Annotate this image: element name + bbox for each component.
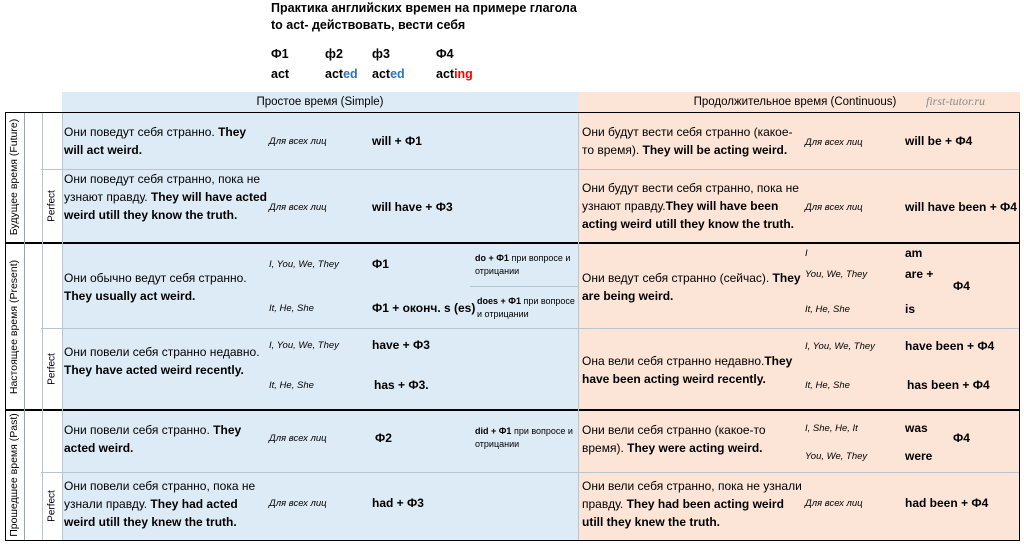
past-cont-aux-were: were (905, 449, 933, 463)
present-simple-note-does: does + Ф1 при вопросе и отрицании (477, 296, 575, 319)
past-cont-persons-2: You, We, They (805, 451, 868, 462)
title-line-1: Практика английских времен на примере глагола (271, 1, 577, 15)
form-1-label: Ф1 (271, 47, 289, 61)
present-perf-cont-form-2: has been + Ф4 (907, 378, 990, 392)
future-perf-cont-persons: Для всех лиц (805, 202, 863, 213)
present-perfect-form-2: has + Ф3. (374, 378, 429, 392)
present-cont-aux-are: are + (905, 267, 934, 281)
past-perfect-label: Perfect (46, 490, 58, 522)
present-perfect-persons-1: I, You, We, They (269, 340, 339, 351)
past-perfect-persons: Для всех лиц (269, 498, 327, 509)
future-perf-cont-sentence: Они будут вести себя странно, пока не узнают правду.They will have been acting weird utill they know the truth. (582, 181, 799, 231)
present-perf-cont-sentence: Она вели себя странно недавно.They have been acting weird recently. (582, 354, 793, 386)
perfect-col-divider (42, 113, 43, 540)
title-line-2: to act- действовать, вести себя (271, 18, 466, 32)
present-cont-aux-is: is (905, 302, 916, 316)
note-divider (470, 286, 578, 287)
future-simple-persons: Для всех лиц (269, 136, 327, 147)
present-cont-sentence: Они ведут себя странно (сейчас). They are being weird. (582, 271, 801, 303)
present-perf-cont-persons-1: I, You, We, They (805, 341, 875, 352)
present-cont-form: Ф4 (953, 279, 970, 293)
form-4-word: acting (436, 67, 473, 81)
form-3 (372, 47, 405, 81)
group-col-divider (24, 113, 25, 540)
present-simple-sentence: Они обычно ведут себя странно. They usually act weird. (64, 271, 247, 303)
form-3-label: ф3 (372, 47, 390, 61)
present-simple-persons-1: I, You, We, They (269, 259, 339, 270)
future-cont-persons: Для всех лиц (805, 137, 863, 148)
past-simple-note-did: did + Ф1 при вопросе и отрицании (475, 426, 573, 449)
present-perfect-label: Perfect (46, 353, 58, 385)
future-simple-form: will + Ф1 (372, 134, 422, 148)
present-cont-persons-1: I (805, 248, 808, 259)
present-simple-form-2: Ф1 + оконч. s (es) (372, 301, 476, 315)
future-perf-cont-form: will have been + Ф4 (905, 200, 1017, 214)
present-perfect-form-1: have + Ф3 (372, 338, 430, 352)
past-perf-cont-sentence: Они вели себя странно, пока не узнали правду. They had been acting weird utill they knew the truth. (582, 479, 802, 529)
past-simple-sentence: Они повели себя странно. They acted weird. (64, 423, 242, 455)
form-2 (325, 47, 358, 81)
past-cont-persons-1: I, She, He, It (805, 423, 858, 434)
content-col-divider (62, 113, 63, 540)
past-cont-aux-was: was (905, 421, 928, 435)
form-2-word: acted (325, 67, 358, 81)
brand-watermark: first-tutor.ru (926, 94, 986, 108)
form-2-label: ф2 (325, 47, 343, 61)
header-simple: Простое время (Simple) (256, 96, 384, 108)
form-4 (436, 47, 473, 81)
present-perf-cont-persons-2: It, He, She (805, 380, 850, 391)
past-label: Прошедшее время (Past) (8, 413, 20, 537)
form-1 (271, 47, 289, 81)
future-perfect-form: will have + Ф3 (372, 200, 453, 214)
past-simple-form: Ф2 (375, 431, 392, 445)
present-simple-note-do: do + Ф1 при вопросе и отрицании (475, 253, 571, 276)
past-cont-form: Ф4 (953, 431, 970, 445)
present-label: Настоящее время (Present) (8, 259, 20, 395)
form-1-word: act (271, 67, 290, 81)
form-3-word: acted (372, 67, 405, 81)
page-title (271, 0, 577, 34)
present-simple-persons-2: It, He, She (269, 303, 314, 314)
past-perfect-sentence: Они повели себя странно, пока не узнали правду. They had acted weird utill they knew the truth. (64, 479, 256, 529)
future-perfect-persons: Для всех лиц (269, 202, 327, 213)
present-cont-aux-am: am (905, 246, 923, 260)
future-simple-sentence: Они поведут себя странно. They will act weird. (64, 125, 247, 157)
simple-cont-divider (578, 113, 579, 540)
row-divider (41, 472, 1019, 473)
past-perf-cont-persons: Для всех лиц (805, 498, 863, 509)
present-perfect-persons-2: It, He, She (269, 380, 314, 391)
present-cont-persons-3: It, He, She (805, 304, 850, 315)
row-divider (41, 328, 1019, 329)
past-cont-sentence: Они вели себя странно (какое-то время). They were acting weird. (582, 423, 766, 455)
future-cont-form: will be + Ф4 (905, 134, 973, 148)
present-cont-persons-2: You, We, They (805, 269, 868, 280)
present-perf-cont-form-1: have been + Ф4 (905, 339, 995, 353)
form-4-label: Ф4 (436, 47, 454, 61)
future-perfect-sentence: Они поведут себя странно, пока не узнают правду. They will have acted weird utill they know the truth. (64, 172, 267, 222)
past-perf-cont-form: had been + Ф4 (905, 496, 989, 510)
header-continuous: Продолжительное время (Continuous) (693, 96, 897, 108)
future-perfect-label: Perfect (46, 190, 58, 222)
future-label: Будущее время (Future) (8, 118, 20, 236)
past-simple-persons: Для всех лиц (269, 433, 327, 444)
future-cont-sentence: Они будут вести себя странно (какое-то время). They will be acting weird. (582, 125, 793, 157)
present-perfect-sentence: Они повели себя странно недавно. They have acted weird recently. (64, 345, 260, 377)
past-perfect-form: had + Ф3 (372, 496, 424, 510)
present-simple-form-1: Ф1 (372, 257, 389, 271)
